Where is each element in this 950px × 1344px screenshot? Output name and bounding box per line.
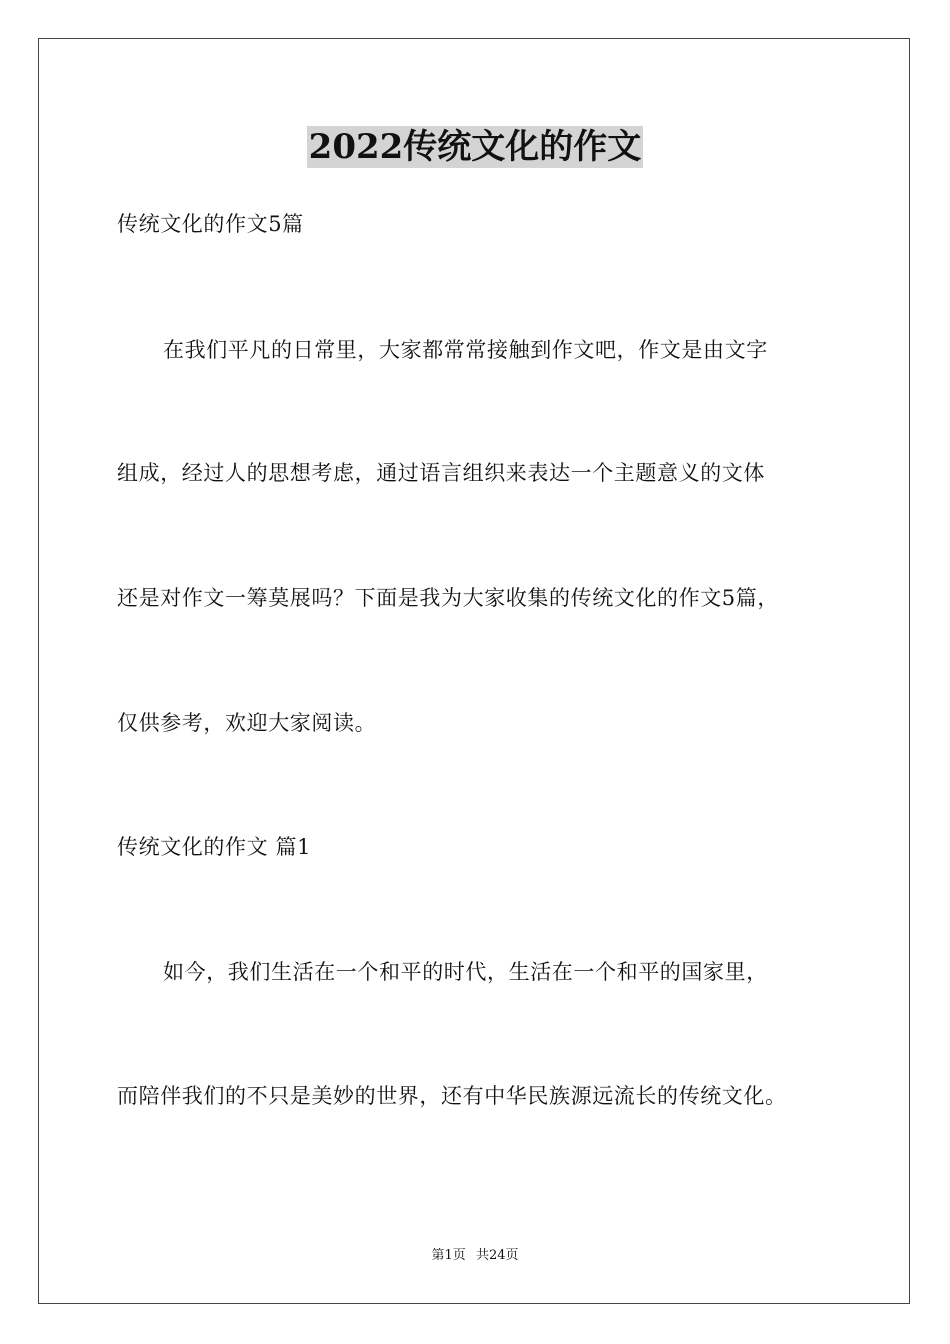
- page-number: 第1页: [431, 1248, 466, 1263]
- paragraph-line-1: 在我们平凡的日常里，大家都常常接触到作文吧，作文是由文字: [163, 338, 768, 362]
- document-title: 2022传统文化的作文: [308, 127, 642, 167]
- page-footer: [0, 1247, 950, 1265]
- section-line-2: 而陪伴我们的不只是美妙的世界，还有中华民族源远流长的传统文化。: [117, 1084, 787, 1108]
- paragraph-line-4: 仅供参考，欢迎大家阅读。: [117, 711, 377, 735]
- paragraph-line-2: 组成，经过人的思想考虑，通过语言组织来表达一个主题意义的文体: [117, 461, 765, 485]
- section-line-1: 如今，我们生活在一个和平的时代，生活在一个和平的国家里，: [163, 960, 768, 984]
- document-subtitle: 传统文化的作文5篇: [117, 212, 304, 236]
- paragraph-line-3: 还是对作文一筹莫展吗？下面是我为大家收集的传统文化的作文5篇，: [117, 586, 779, 610]
- page-total: 共24页: [475, 1248, 519, 1263]
- title-container: [0, 126, 950, 168]
- section-heading: 传统文化的作文 篇1: [117, 835, 312, 859]
